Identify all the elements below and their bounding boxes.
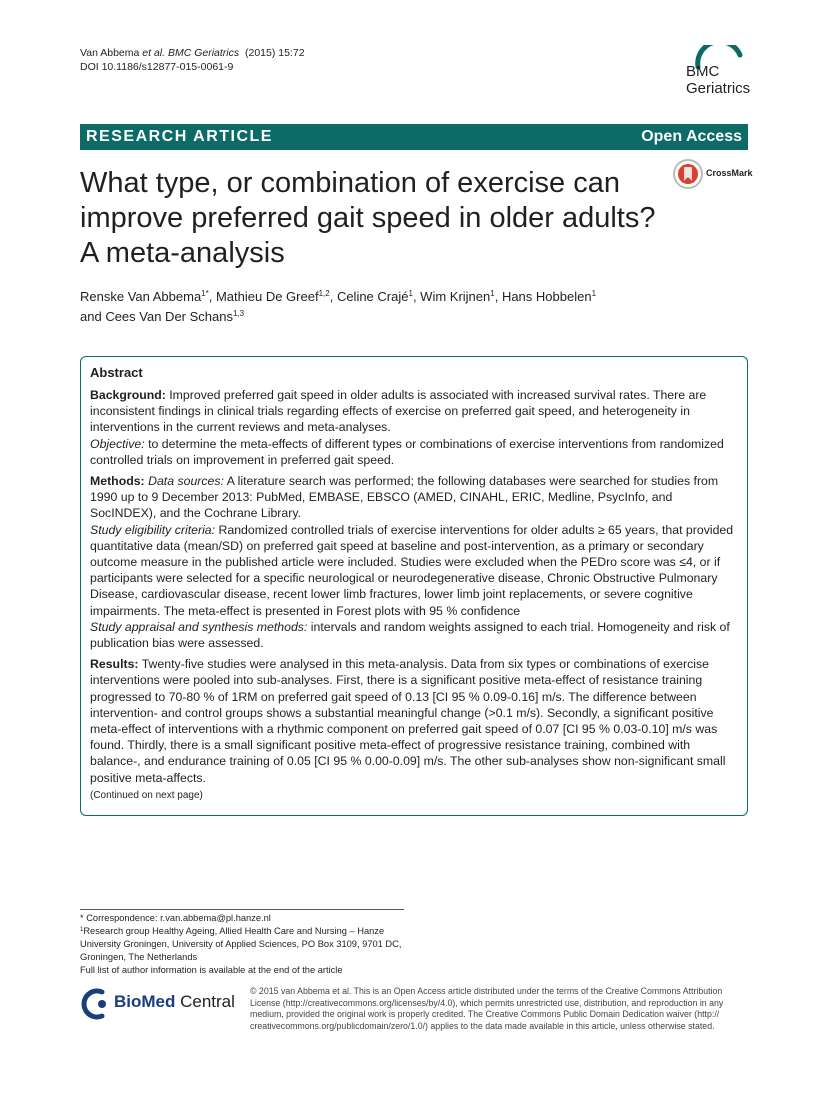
footnote-divider bbox=[80, 909, 404, 910]
publisher-name-bold: BioMed bbox=[114, 992, 176, 1011]
correspondence[interactable]: * Correspondence: r.van.abbema@pl.hanze.nl bbox=[80, 913, 271, 923]
doi: DOI 10.1186/s12877-015-0061-9 bbox=[80, 61, 234, 73]
journal-name-line2: Geriatrics bbox=[686, 80, 751, 97]
author-info-note: Full list of author information is available at the end of the article bbox=[80, 965, 343, 975]
article-title: What type, or combination of exercise can improve preferred gait speed in older adults? A meta-analysis bbox=[80, 167, 656, 269]
citation-line bbox=[80, 46, 305, 60]
crossmark-icon[interactable] bbox=[672, 158, 704, 190]
results-text: Twenty-five studies were analysed in this meta-analysis. Data from six types or combinations of exercise interventions were pooled into sub-analyses. First, there is a significant positive meta-effect of resistance training progressed to 70-80 % of 1RM on preferred gait speed of 0.13 [CI 95 % 0.09-0.16] m/s. The difference between intervention- and control groups shows a substantial meaningful change (>0.1 m/s). Secondly, a significant positive meta-effect of interventions with a rhythmic component on preferred gait speed of 0.07 [CI 95 % 0.03-0.10] m/s was found. Thirdly, there is a small significant positive meta-effect of progressive resistance training, combined with balance-, and endurance training of 0.05 [CI 95 % 0.00-0.09] m/s. The other sub-analyses show non-significant small positive meta-affects. bbox=[90, 657, 726, 785]
author-separator: , bbox=[494, 289, 502, 304]
journal-name bbox=[686, 63, 750, 97]
background-text: Improved preferred gait speed in older adults is associated with increased survival rates. There are inconsistent findings in clinical trials regarding effects of exercise on preferred gait speed, and heterogeneity in interventions in the current reviews and meta-analyses. bbox=[90, 388, 707, 435]
appraisal-text: intervals and random weights assigned to each trial. Homogeneity and risk of publication bias were assessed. bbox=[90, 619, 730, 651]
author-separator: , bbox=[208, 289, 216, 304]
publisher-name-rest: Central bbox=[175, 992, 235, 1011]
eligibility-text: Randomized controlled trials of exercise interventions for older adults ≥ 65 years, that provided quantitative data (mean/SD) on preferred gait speed at baseline and post-intervention, as a primary or secondary outcome measure in the published article were included. Studies were excluded when the PEDro score was ≤4, or if participants were selected for a specific neurological or neurodegenerative disease, Chronic Obstructive Pulmonary Disease, cardiovascular disease, recent lower limb fractures, lower limb joint replacements, or severe cognitive impairments. The meta-effect is presented in Forest plots with 95 % confidence bbox=[90, 522, 734, 618]
appraisal-label: Study appraisal and synthesis methods: bbox=[90, 619, 308, 634]
author[interactable]: Wim Krijnen bbox=[420, 289, 491, 304]
eligibility-label: Study eligibility criteria: bbox=[90, 522, 216, 537]
author[interactable]: Mathieu De Greef bbox=[215, 289, 319, 304]
author-affiliation: 1 bbox=[490, 289, 495, 298]
article-type-banner bbox=[80, 124, 748, 150]
author[interactable]: Renske Van Abbema bbox=[80, 289, 202, 304]
abstract-background bbox=[90, 387, 738, 468]
abstract-heading: Abstract bbox=[90, 365, 143, 380]
abstract-results bbox=[90, 656, 738, 803]
crossmark-label[interactable]: CrossMark bbox=[706, 168, 753, 178]
author-affiliation: 1 bbox=[408, 289, 413, 298]
author-affiliation: 1 bbox=[591, 289, 597, 298]
background-label: Background: bbox=[90, 388, 166, 402]
author-separator: , bbox=[329, 289, 337, 304]
journal-name-line1: BMC bbox=[686, 63, 720, 80]
citation-block bbox=[80, 46, 305, 74]
biomed-central-logo bbox=[78, 987, 112, 1021]
continued-note: (Continued on next page) bbox=[90, 789, 203, 801]
author[interactable]: Hans Hobbelen bbox=[501, 289, 592, 304]
open-access-label: Open Access bbox=[641, 128, 742, 145]
citation-journal: et al. BMC Geriatrics bbox=[142, 47, 240, 59]
affiliation-text: Research group Healthy Ageing, Allied Health Care and Nursing – Hanze University Groningen, University of Applied Sciences, PO Box 3109, 9701 DC, Groningen, The Netherlands bbox=[80, 926, 402, 962]
author-separator: , bbox=[412, 289, 421, 304]
results-label: Results: bbox=[90, 657, 139, 672]
objective-text: to determine the meta-effects of different types or combinations of exercise interventions from randomized controlled trials on improvement in preferred gait speed. bbox=[90, 436, 724, 467]
author-affiliation: 1* bbox=[201, 289, 209, 298]
author-affiliation: 1,2 bbox=[318, 289, 330, 298]
methods-label: Methods: bbox=[90, 474, 145, 489]
affiliation-number: 1 bbox=[80, 927, 84, 933]
author-separator: and bbox=[80, 309, 106, 324]
author[interactable]: Cees Van Der Schans bbox=[105, 309, 233, 324]
author-list bbox=[80, 287, 680, 327]
publisher-name bbox=[114, 992, 235, 1012]
affiliation bbox=[80, 925, 420, 964]
author-affiliation: 1,3 bbox=[232, 309, 245, 318]
data-sources-text: A literature search was performed; the following databases were searched for studies from 1990 up to 9 December 2013: PubMed, EMBASE, EBSCO (AMED, CINAHL, ERIC, Medline, PsycInfo, and SocINDEX), and the Cochrane Library. bbox=[90, 474, 719, 521]
objective-label: Objective: bbox=[90, 436, 145, 451]
citation-volume: (2015) 15:72 bbox=[244, 47, 305, 59]
article-type: RESEARCH ARTICLE bbox=[86, 128, 273, 145]
data-sources-label: Data sources: bbox=[148, 474, 224, 489]
abstract-box bbox=[80, 356, 748, 816]
footnotes bbox=[80, 912, 420, 977]
abstract-methods bbox=[90, 473, 738, 651]
author[interactable]: Celine Crajé bbox=[336, 289, 409, 304]
license-text: © 2015 van Abbema et al. This is an Open Access article distributed under the terms of the Creative Commons Attribution License (http://creativecommons.org/licenses/by/4.0), which permits unrestricted use, distribution, and reproduction in any medium, provided the original work is properly credited. The Creative Commons Public Domain Dedication waiver (http:// creativecommons.org/publicdomain/zero/1.0/) applies to the data made available in this article, unless otherwise stated. bbox=[250, 986, 724, 1031]
citation-authors: Van Abbema bbox=[80, 47, 143, 59]
